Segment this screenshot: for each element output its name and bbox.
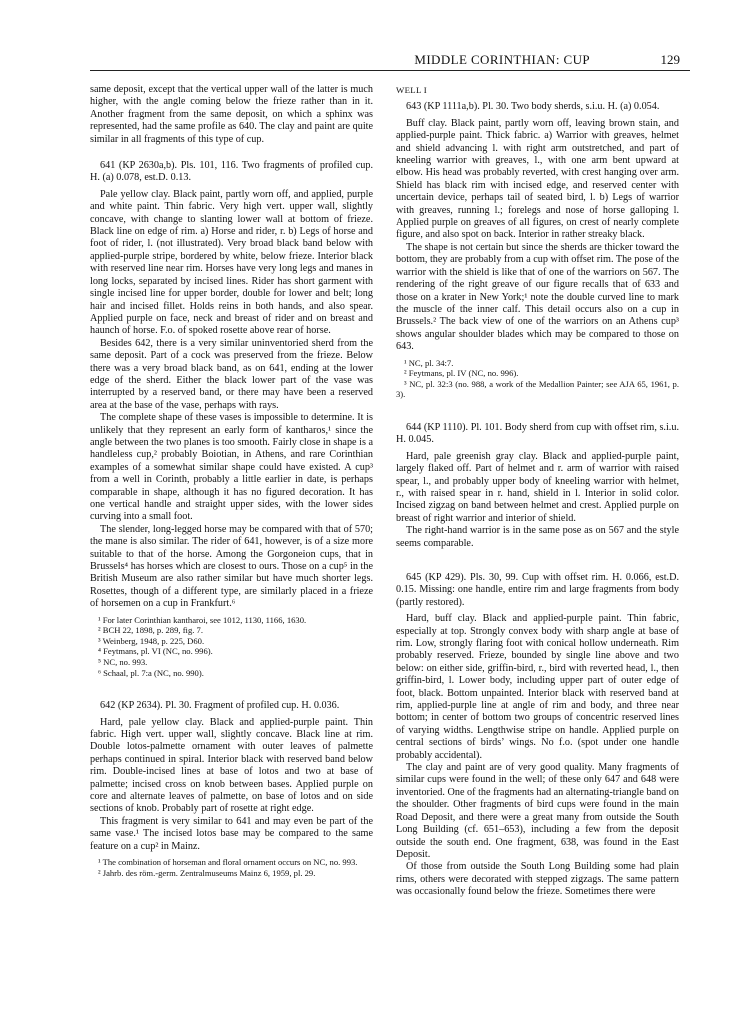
entry-643-discussion: The shape is not certain but since the sherds are thicker toward the bottom, they are probably from a cup with offset rim. The pose of the warrior with the shield is like that of one of the warriors on 567. The rendering of the right greave of our figure recalls that of 633 and those on a krater in New York;¹ note the double curved line to mark the muscle of the inner calf. This detail occurs also on a cup in Brussels.² The back view of one of the warriors on an Athens cup³ shows angular shoulder blades which may be compared to those on 643. [396, 241, 679, 353]
footnote: ¹ For later Corinthian kantharoi, see 1012, 1130, 1166, 1630. [98, 614, 307, 625]
running-title: MIDDLE CORINTHIAN: CUP [414, 52, 590, 67]
entry-642-heading: 642 (KP 2634). Pl. 30. Fragment of profiled cup. H. 0.036. [100, 700, 340, 712]
footnotes-643 [396, 358, 679, 400]
entry-641-discussion-3: The slender, long-legged horse may be compared with that of 570; the mane is also similar. The rider of 641, however, is of a size more suitable to that of the horse. Among the Gorgoneion cups, that in Brussels⁴ has horses which are closest to ours. Those on a cup⁵ in the British Museum are also rather similar but have much shorter legs. Rosettes, though of a different type, are similarly placed in a frieze of horsemen on a cup in Frankfurt.⁶ [90, 523, 373, 610]
entry-642-description: Hard, pale yellow clay. Black and applied-purple paint. Thin fabric. High vert. upper wall, slightly concave. Black line at rim. Double lotos-palmette ornament with outer leaves of palmette perhaps continued in spiral. Interior black with reserved band below rim. Double-incised lines at base of lotos and two at base of palmette; incised cross on knob between bases. Applied purple on core and alternate leaves of palmette, on base of lotos and on side sections of knob. Probably part of rosette at right edge. [90, 716, 373, 815]
entry-641-discussion-1: Besides 642, there is a very similar uninventoried sherd from the same deposit. Part of a cock was preserved from the frieze. Below there was a very broad black band, as on 641, ending at the lower edge of the sherd. Either the black lower part of the vase was interrupted by a reserved band, or there may have been a reserved area at the base of the vase, perhaps with rays. [90, 337, 373, 411]
entry-645-discussion-1: The clay and paint are of very good quality. Many fragments of similar cups were found in the well; of these only 647 and 648 were inventoried. One of the fragments had an alternating-triangle band on the shoulder. Other fragments of bird cups were found in the main Road Deposit, and there were a great many from outside the South Long Building (cf. 651–653), including a few from the deposit outside the south end. One fragment, 638, was found in the East Deposit. [396, 762, 679, 860]
entry-645-discussion-2: Of those from outside the South Long Building some had plain rims, others were decorated with stepped zigzags. The same pattern was occasionally found below the frieze. Sometimes there were [396, 861, 679, 898]
footnote: ² BCH 22, 1898, p. 289, fig. 7. [98, 625, 203, 636]
entry-644-description: Hard, pale greenish gray clay. Black and applied-purple paint, largely flaked off. Part of helmet and r. arm of warrior with raised spear, l., and probably upper body of kneeling warrior with helmet, r., with raised spear in r. hand, shield in l. Interior in solid color. Incised zigzag on band between helmet and crest. Applied purple on breast of right warrior and interior of shield. [396, 450, 679, 524]
footnote: ³ NC, pl. 32:3 (no. 988, a work of the Medallion Painter; see AJA 65, 1961, p. 3). [396, 378, 679, 400]
entry-641-heading: 641 (KP 2630a,b). Pls. 101, 116. Two fragments of profiled cup. H. (a) 0.078, est.D. 0.13. [90, 160, 373, 184]
continued-paragraph: same deposit, except that the vertical upper wall of the latter is much higher, with the angle coming below the frieze rather than in it. Another fragment from the same deposit, on which a sphinx was represented, had the same profile as 640. The clay and paint are quite similar in all fragments of this type of cup. [90, 84, 373, 145]
entry-642-discussion: This fragment is very similar to 641 and may even be part of the same vase.¹ The incised lotos base may be compared to the same feature on a cup² in Mainz. [90, 815, 373, 852]
entry-641-discussion-2: The complete shape of these vases is impossible to determine. It is unlikely that they represent an early form of kantharos,¹ since the angle between the two planes is too smooth. Fairly close in shape is a handleless cup,² probably Boiotian, in Athens, and rare Corinthian examples of a somewhat similar shape could have existed. A cup³ from a well in Corinth, probably a little earlier in date, is perhaps comparable in shape, although it has no figured decoration. It has one vertical handle and straight upper sides, with the lower sides curving into a small foot. [90, 412, 373, 523]
page-number: 129 [660, 52, 680, 67]
footnote: ³ Weinberg, 1948, p. 225, D60. [98, 635, 205, 646]
footnote: ¹ NC, pl. 34:7. [404, 357, 454, 368]
footnotes-642 [90, 857, 373, 878]
section-label: WELL I [396, 85, 428, 95]
left-column [90, 84, 373, 878]
entry-644-discussion: The right-hand warrior is in the same pose as on 567 and the style seems comparable. [396, 525, 679, 549]
entry-643-heading: 643 (KP 1111a,b). Pl. 30. Two body sherds, s.i.u. H. (a) 0.054. [406, 101, 660, 113]
entry-641-description: Pale yellow clay. Black paint, partly worn off, and applied, purple and white paint. Thin fabric. Very high vert. upper wall, slightly concave, with change to slanting lower wall at bottom of frieze. Black line on edge of rim. a) Horse and rider, r. b) Legs of horse and foot of rider, l. (not illustrated). Very broad black band below with applied-purple stripe, bordered by white, below frieze. Interior black with reserved line near rim. Horses have very long legs and manes in long locks, separated by incised lines. Rider has short garment with single incised line for upper border, double for lower and belt; long hair and incised fillet. Holds reins in both hands, and also spear. Applied purple on face, neck and breast of rider and on breast and haunch of horse. F.o. of spoked rosette above rear of horse. [90, 188, 373, 337]
footnote: ⁶ Schaal, pl. 7:a (NC, no. 990). [98, 667, 204, 678]
entry-643-description: Buff clay. Black paint, partly worn off, leaving brown stain, and applied-purple paint. Thick fabric. a) Warrior with greaves, helmet and shield advancing l. with right arm outstretched, and part of kneeling warrior with greaves, l., with one arm bent upward at elbow. His head was probably reverted, with crest hanging over arm. Shield has black rim with incised edge, and reserved center with uncertain device, perhaps tail of seated bird, l. b) Legs of warrior with greaves, running l.; forelegs and nose of horse galloping l. Applied purple on greaves of all figures, on crest of nearly complete figure, and also spot on back. Interior in rather streaky black. [396, 117, 679, 241]
footnote: ² Feytmans, pl. IV (NC, no. 996). [404, 368, 519, 379]
entry-644-heading: 644 (KP 1110). Pl. 101. Body sherd from cup with offset rim, s.i.u. H. 0.045. [396, 421, 679, 446]
footnote: ⁵ NC, no. 993. [98, 657, 148, 668]
entry-645-description: Hard, buff clay. Black and applied-purple paint. Thin fabric, especially at top. Strongly convex body with sharp angle at base of rim. Low, strongly flaring foot with conical hollow underneath. Rim probably reserved. Frieze, bounded by single line above and two below: on either side, griffin-bird, r., bird with reverted head, l., then griffin-bird, l. Lower body, including upper part of outer edge of foot, black. Bottom unpainted. Interior black with reserved band at rim, applied-purple line at angle of rim and body, and three near bottom; in center of bottom two groups of concentric reserved lines of varying widths. Lengthwise stripe on handle. Applied purple on central sections of birds’ wings. No f.o. (spot under one handle probably accidental). [396, 613, 679, 761]
footnote: ⁴ Feytmans, pl. VI (NC, no. 996). [98, 646, 213, 657]
footnote: ² Jahrb. des röm.-germ. Zentralmuseums Mainz 6, 1959, pl. 29. [98, 867, 316, 878]
footnotes-641 [90, 615, 373, 679]
entry-645-heading: 645 (KP 429). Pls. 30, 99. Cup with offset rim. H. 0.066, est.D. 0.15. Missing: one handle, entire rim and large fragments from body (partly restored). [396, 571, 679, 608]
running-header [90, 50, 690, 71]
footnote: ¹ The combination of horseman and floral ornament occurs on NC, no. 993. [98, 857, 358, 868]
right-column [396, 84, 679, 899]
